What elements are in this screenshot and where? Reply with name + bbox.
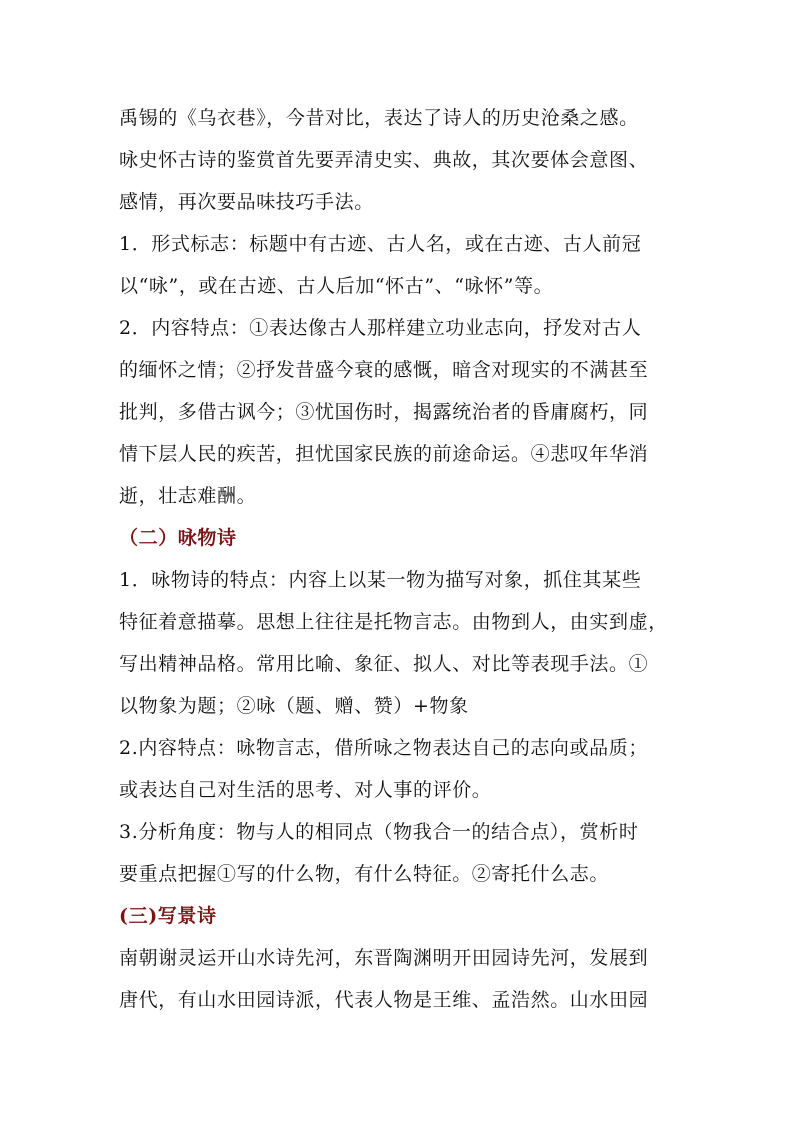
paragraph-line: 逝，壮志难酬。 [119, 485, 257, 507]
paragraph-line: 1．形式标志：标题中有古迹、古人名，或在古迹、古人前冠 [119, 233, 642, 255]
paragraph-line: 的缅怀之情；②抒发昔盛今衰的感慨，暗含对现实的不满甚至 [119, 359, 649, 381]
section-heading-yongwu: （二）咏物诗 [119, 527, 237, 549]
paragraph-line: 3.分析角度：物与人的相同点（物我合一的结合点），赏析时 [119, 821, 639, 843]
paragraph-line: 2．内容特点：①表达像古人那样建立功业志向，抒发对古人 [119, 317, 642, 339]
paragraph-line: 1．咏物诗的特点：内容上以某一物为描写对象，抓住其某些 [119, 569, 642, 591]
paragraph-line: 感情，再次要品味技巧手法。 [119, 191, 374, 213]
paragraph-line: 以“咏”，或在古迹、古人后加“怀古”、“咏怀”等。 [119, 275, 554, 297]
paragraph-line: 情下层人民的疾苦，担忧国家民族的前途命运。④悲叹年华消 [119, 443, 649, 465]
paragraph-line: 或表达自己对生活的思考、对人事的评价。 [119, 779, 492, 801]
paragraph-line: 2.内容特点：咏物言志，借所咏之物表达自己的志向或品质； [119, 737, 648, 759]
paragraph-line: 特征着意描摹。思想上往往是托物言志。由物到人，由实到虚， [119, 611, 668, 633]
paragraph-line: 批判，多借古讽今；③忧国伤时，揭露统治者的昏庸腐朽，同 [119, 401, 649, 423]
paragraph-line: 咏史怀古诗的鉴赏首先要弄清史实、典故，其次要体会意图、 [119, 149, 649, 171]
paragraph-line: 禹锡的《乌衣巷》，今昔对比，表达了诗人的历史沧桑之感。 [119, 107, 639, 129]
section-heading-xiejing: (三)写景诗 [119, 905, 217, 927]
paragraph-line: 唐代，有山水田园诗派，代表人物是王维、孟浩然。山水田园 [119, 989, 649, 1011]
paragraph-line: 南朝谢灵运开山水诗先河，东晋陶渊明开田园诗先河，发展到 [119, 947, 649, 969]
paragraph-line: 写出精神品格。常用比喻、象征、拟人、对比等表现手法。① [119, 653, 649, 675]
paragraph-line: 要重点把握①写的什么物，有什么特征。②寄托什么志。 [119, 863, 610, 885]
paragraph-line: 以物象为题；②咏（题、赠、赞）+物象 [119, 695, 469, 717]
